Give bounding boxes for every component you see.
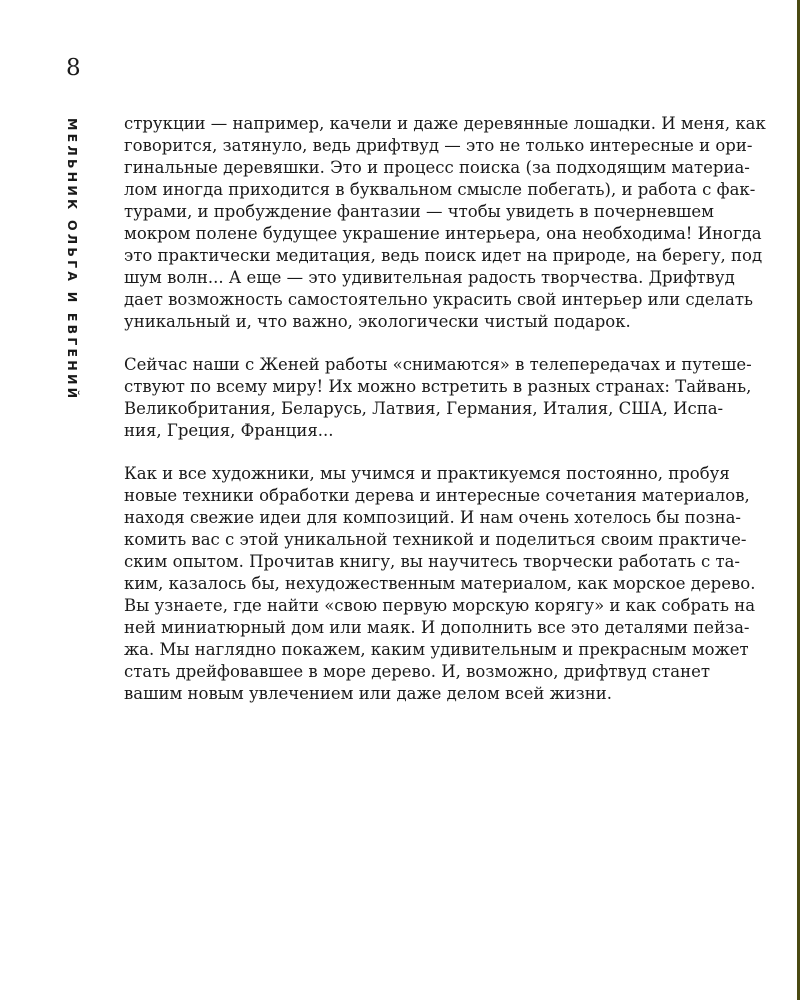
paragraph-2 — [124, 354, 752, 442]
text-line: турами, и пробуждение фантазии — чтобы увидеть в почерневшем — [124, 202, 714, 221]
text-line: говорится, затянуло, ведь дрифтвуд — это не только интересные и ори- — [124, 136, 753, 155]
text-line: лом иногда приходится в буквальном смысле побегать), и работа с фак- — [124, 180, 756, 199]
text-line: мокром полене будущее украшение интерьера, она необходима! Иногда — [124, 224, 762, 243]
text-line: Сейчас наши с Женей работы «снимаются» в телепередачах и путеше- — [124, 355, 752, 374]
text-line: гинальные деревяшки. Это и процесс поиска (за подходящим материа- — [124, 158, 750, 177]
text-line: шум волн... А еще — это удивительная радость творчества. Дрифтвуд — [124, 268, 735, 287]
text-line: уникальный и, что важно, экологически чистый подарок. — [124, 312, 631, 331]
text-line: ствуют по всему миру! Их можно встретить в разных странах: Тайвань, — [124, 377, 752, 396]
text-line: жа. Мы наглядно покажем, каким удивительным и прекрасным может — [124, 640, 749, 659]
running-head: МЕЛЬНИК ОЛЬГА И ЕВГЕНИЙ — [65, 118, 80, 402]
text-line: ским опытом. Прочитав книгу, вы научитесь творчески работать с та- — [124, 552, 740, 571]
paragraph-3 — [124, 463, 756, 705]
page-number: 8 — [66, 55, 81, 81]
text-line: это практически медитация, ведь поиск идет на природе, на берегу, под — [124, 246, 763, 265]
text-line: ней миниатюрный дом или маяк. И дополнить все это деталями пейза- — [124, 618, 750, 637]
text-line: стать дрейфовавшее в море дерево. И, возможно, дрифтвуд станет — [124, 662, 710, 681]
text-line: Как и все художники, мы учимся и практикуемся постоянно, пробуя — [124, 464, 730, 483]
body-text — [124, 113, 766, 726]
text-line: струкции — например, качели и даже деревянные лошадки. И меня, как — [124, 114, 766, 133]
text-line: дает возможность самостоятельно украсить свой интерьер или сделать — [124, 290, 753, 309]
text-line: ния, Греция, Франция... — [124, 421, 334, 440]
text-line: новые техники обработки дерева и интересные сочетания материалов, — [124, 486, 750, 505]
paragraph-1 — [124, 113, 766, 333]
text-line: Вы узнаете, где найти «свою первую морскую корягу» и как собрать на — [124, 596, 756, 615]
text-line: ким, казалось бы, нехудожественным материалом, как морское дерево. — [124, 574, 756, 593]
text-line: Великобритания, Беларусь, Латвия, Германия, Италия, США, Испа- — [124, 399, 724, 418]
text-line: находя свежие идеи для композиций. И нам очень хотелось бы позна- — [124, 508, 741, 527]
running-head-container — [60, 118, 84, 402]
text-line: вашим новым увлечением или даже делом всей жизни. — [124, 684, 613, 703]
text-line: комить вас с этой уникальной техникой и поделиться своим практиче- — [124, 530, 747, 549]
